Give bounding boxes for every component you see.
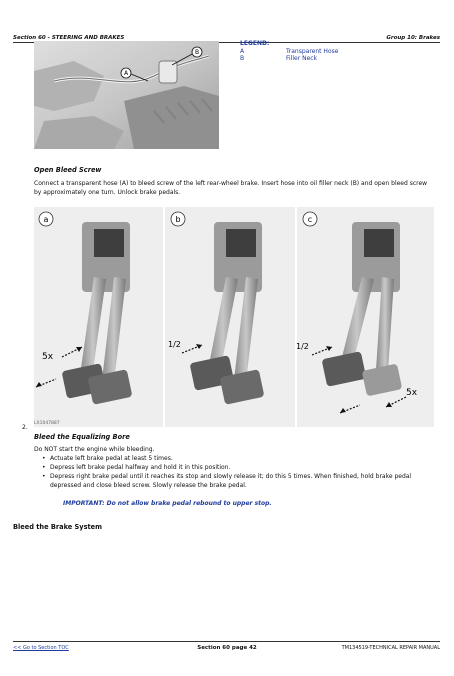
brake-pedal-figure bbox=[34, 207, 434, 427]
list-item-text: Depress left brake pedal halfway and hold it in this position. bbox=[50, 464, 231, 471]
callout-a: A bbox=[123, 70, 129, 78]
annotation-5x-a: 5x bbox=[42, 352, 54, 362]
annotation-half-b: 1/2 bbox=[168, 340, 181, 349]
bullet-icon: • bbox=[42, 473, 46, 480]
step-title: Bleed the Equalizing Bore bbox=[34, 433, 130, 441]
page-number: Section 60 page 42 bbox=[197, 645, 257, 651]
list-item-text: Actuate left brake pedal at least 5 times. bbox=[50, 455, 173, 462]
header-group: Group 10: Brakes bbox=[386, 35, 440, 41]
brake-pedal-illustration bbox=[34, 207, 434, 427]
filler-neck-photo bbox=[34, 41, 219, 149]
section-toc-link[interactable]: << Go to Section TOC bbox=[13, 645, 69, 651]
step-number: 2. bbox=[22, 424, 28, 431]
panel-label-a: a bbox=[43, 215, 49, 224]
bleed-brake-system-title: Bleed the Brake System bbox=[13, 523, 103, 531]
important-note: IMPORTANT: Do not allow brake pedal rebound to upper stop. bbox=[63, 500, 272, 507]
legend-row bbox=[240, 55, 338, 63]
bullet-icon: • bbox=[42, 455, 46, 462]
list-item bbox=[42, 463, 434, 472]
step-bullet-list bbox=[42, 454, 434, 490]
open-bleed-screw-text: Connect a transparent hose (A) to bleed screw of the left rear-wheel brake. Insert hose into oil filler neck (B) and open bleed screw by approximately one turn. Unlock brake pedals. bbox=[34, 180, 428, 196]
legend-row bbox=[240, 48, 338, 56]
legend-key: B bbox=[240, 55, 245, 63]
bullet-icon: • bbox=[42, 464, 46, 471]
legend-key: A bbox=[240, 47, 245, 55]
list-item bbox=[42, 454, 434, 463]
panel-label-c: c bbox=[307, 215, 313, 224]
manual-title: TM134519-TECHNICAL REPAIR MANUAL bbox=[341, 645, 440, 651]
list-item-text: Depress right brake pedal until it reaches its stop and slowly release it; do this 5 times. When finished, hold brake pedal depressed and close bleed screw. Slowly release the brake pedal. bbox=[50, 473, 412, 489]
footer-divider bbox=[13, 641, 440, 642]
header-section: Section 60 - STEERING AND BRAKES bbox=[13, 35, 125, 41]
legend-label: Transparent Hose bbox=[286, 47, 339, 55]
open-bleed-screw-title: Open Bleed Screw bbox=[34, 166, 102, 174]
annotation-half-c: 1/2 bbox=[296, 342, 309, 351]
figure-reference: LX1047887 bbox=[34, 421, 60, 426]
list-item bbox=[42, 472, 434, 490]
legend bbox=[240, 40, 338, 63]
step-intro: Do NOT start the engine while bleeding. bbox=[34, 446, 155, 453]
legend-label: Filler Neck bbox=[286, 55, 318, 63]
callout-b: B bbox=[194, 49, 200, 57]
annotation-5x-c: 5x bbox=[406, 388, 418, 398]
panel-label-b: b bbox=[175, 215, 181, 224]
legend-title: LEGEND: bbox=[240, 40, 270, 47]
